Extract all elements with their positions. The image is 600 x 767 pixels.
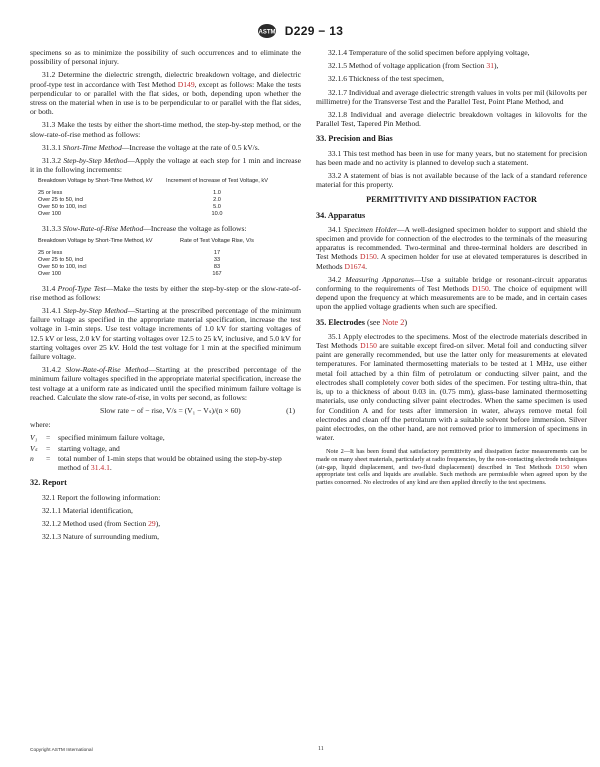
link-section-31[interactable]: 31 — [486, 61, 494, 71]
left-column — [30, 48, 301, 545]
astm-logo-icon — [257, 23, 277, 39]
paragraph-31-2: 31.2 Determine the dielectric strength, dielectric breakdown voltage, and dielectric proof-type test in accordance with Test Method D149, except as follows: Make the tests perpendicular to or parallel with the flat sides, or both, depending upon whether the stress on the material when in use is to be perpendicular to or parallel with the flat sides, or both. — [30, 70, 301, 117]
note-2: Note 2—It has been found that satisfactory permittivity and dissipation factor measurements can be made on many sheet materials, particularly at radio frequencies, by the non-contacting electrode techniques (air-gap, liquid displacement, and two-fluid displacement) described in Test Methods D150 when appropriate test cells and liquids are available. Such methods are permissible when agreed upon by the parties concerned. No electrodes of any kind are then applied directly to the test specimens. — [316, 448, 587, 486]
right-column — [316, 48, 587, 490]
table-header: Breakdown Voltage by Short-Time Method, kV — [38, 178, 153, 185]
table-row: Over 100 10.0 — [38, 211, 223, 218]
link-31-4-1[interactable]: 31.4.1 — [90, 463, 110, 473]
link-note-2[interactable]: Note 2 — [382, 317, 405, 327]
link-d150[interactable]: D150 — [360, 341, 377, 351]
link-d150[interactable]: D150 — [471, 284, 489, 294]
equation-number: (1) — [286, 406, 295, 416]
table-row: Over 25 to 50, incl 33 — [38, 256, 221, 263]
paragraph-34-2: 34.2 Measuring Apparatus—Use a suitable bridge or resonant-circuit apparatus conforming to the requirements of Test Methods D150. The choice of equipment will depend upon the frequency at which measurements are to be made, and in certain cases upon the applied voltage gradients when such are specified. — [316, 274, 587, 312]
paragraph-33-1: 33.1 This test method has been in use for many years, but no statement for precision has been made and no activity is planned to develop such a statement. — [316, 148, 587, 167]
where-label: where: — [30, 420, 51, 430]
paragraph-32-1-8: 32.1.8 Individual and average dielectric breakdown voltages in kilovolts for the Parallel Test, Tapered Pin Method. — [316, 110, 587, 129]
link-d149[interactable]: D149 — [177, 79, 195, 89]
link-d1674[interactable]: D1674 — [344, 261, 366, 271]
link-section-29[interactable]: 29 — [148, 518, 156, 528]
table-row: 25 or less 17 — [38, 249, 221, 256]
page-number: 11 — [318, 746, 324, 752]
document-id: D229 − 13 — [284, 24, 344, 39]
paragraph-32-1-2: 32.1.2 Method used (from Section 29), — [42, 518, 161, 528]
equation-formula: Slow rate − of − rise, V/s = (V₁ − Vₛ)/(n × 60) — [100, 406, 241, 416]
step-increment-table — [38, 178, 276, 218]
svg-text:ASTM: ASTM — [258, 29, 276, 36]
table-header: Rate of Test Voltage Rise, V/s — [180, 237, 254, 244]
link-d150[interactable]: D150 — [359, 252, 377, 262]
equation — [30, 406, 301, 415]
intro-paragraph: specimens so as to minimize the possibility of such occurrences and to eliminate the possibility of personal injury. — [30, 48, 301, 67]
paragraph-31-3-3: 31.3.3 Slow-Rate-of-Rise Method—Increase the voltage as follows: — [42, 224, 247, 234]
link-d150[interactable]: D150 — [555, 463, 570, 471]
definition-row: Vₛ = starting voltage, and — [30, 443, 120, 453]
paragraph-32-1: 32.1 Report the following information: — [42, 492, 161, 502]
paragraph-31-3-2: 31.3.2 Step-by-Step Method—Apply the voltage at each step for 1 min and increase it in the following increments: — [30, 156, 301, 175]
paragraph-31-3-1: 31.3.1 Short-Time Method—Increase the voltage at the rate of 0.5 kV/s. — [42, 142, 260, 152]
paragraph-32-1-6: 32.1.6 Thickness of the test specimen, — [328, 74, 444, 84]
table-row: Over 50 to 100, incl 83 — [38, 263, 221, 270]
table-row: 25 or less 1.0 — [38, 190, 221, 197]
table-row: Over 50 to 100, incl 5.0 — [38, 204, 221, 211]
paragraph-31-4-1: 31.4.1 Step-by-Step Method—Starting at the prescribed percentage of the minimum failure voltage as specified in the appropriate material specification, increase the test voltage in 1-min steps. Use test voltage increments of 1.0 kV for starting voltages of 12.5 kV or less, 2.0 kV for starting voltages over 12.5 to 25 kV, inclusive, and 5.0 kV for starting voltages over 25 kV. Hold the test voltage for 1 min at the specified minimum failure voltage. — [30, 306, 302, 362]
paragraph-32-1-5: 32.1.5 Method of voltage application (from Section 31), — [328, 61, 499, 71]
section-heading-apparatus: 34. Apparatus — [316, 210, 366, 220]
page-header — [0, 22, 600, 42]
paragraph-32-1-7: 32.1.7 Individual and average dielectric strength values in volts per mil (kilovolts per millimetre) for the Transverse Test and the Parallel Test, Point Plane Method, and — [316, 87, 587, 106]
section-heading-report: 32. Report — [30, 478, 67, 488]
paragraph-31-3: 31.3 Make the tests by either the short-time method, the step-by-step method, or the slow-rate-of-rise method as follows: — [30, 120, 301, 139]
paragraph-31-4-2: 31.4.2 Slow-Rate-of-Rise Method—Starting at the prescribed percentage of the minimum failure voltages specified in the appropriate material specification, increase the test voltage at a uniform rate as indicated until the specified minimum failure voltage is reached. Calculate the slow rate-of-rise, in volts per second, as follows: — [30, 365, 301, 402]
paragraph-32-1-4: 32.1.4 Temperature of the solid specimen before applying voltage, — [328, 48, 530, 57]
definition-row: V₁ = specified minimum failure voltage, — [30, 433, 165, 443]
paragraph-31-4: 31.4 Proof-Type Test—Make the tests by either the step-by-step or the slow-rate-of-rise method as follows: — [30, 283, 302, 302]
definition-row: n = total number of 1-min steps that would be obtained using the step-by-step method of 31.4.1. — [30, 453, 282, 473]
table-row: Over 25 to 50, incl 2.0 — [38, 197, 221, 204]
part-heading: PERMITTIVITY AND DISSIPATION FACTOR — [366, 195, 537, 205]
paragraph-35-1: 35.1 Apply electrodes to the specimens. Most of the electrode materials described in Test Methods D150 are suitable except fired-on silver. Metal foil and conducting silver paint are generally recommended, but use the latter only for measurements at elevated temperatures. For laminated thermosetting materials to be tested at 1 MHz, use either metal foil attached by a thin film of petrolatum or conducting silver paint, and the electrodes shall completely cover both sides of the specimen. For testing ultra-thin, that is, up to a thickness of about 0.03 in. (0.75 mm), glass-base laminated thermosetting materials, use only conducting silver paint electrodes. When the same specimen is used for Condition A and for tests after immersion in water, always remove metal foil electrodes and clean off the petrolatum with a suitable solvent before immersion. Silver paint electrodes, on the other hand, are not removed prior to immersion of specimens in water. — [316, 331, 587, 443]
rate-of-rise-table — [38, 238, 276, 278]
table-row: Over 100 167 — [38, 270, 222, 277]
section-heading-electrodes: 35. Electrodes (see Note 2) — [316, 317, 408, 327]
paragraph-34-1: 34.1 Specimen Holder—A well-designed specimen holder to support and shield the specimen and provide for connection of the electrodes to the terminals of the measuring apparatus is recommended. Two-terminal and three-terminal holders are described in Test Methods D150. A specimen holder for use at elevated temperatures is described in Methods D1674. — [316, 224, 587, 271]
table-header: Increment of Increase of Test Voltage, kV — [166, 178, 268, 185]
table-header: Breakdown Voltage by Short-Time Method, kV — [38, 237, 153, 244]
paragraph-33-2: 33.2 A statement of bias is not available because of the lack of a standard reference material for this property. — [316, 171, 587, 190]
paragraph-32-1-3: 32.1.3 Nature of surrounding medium, — [42, 532, 160, 542]
copyright-notice: Copyright ASTM International — [30, 748, 93, 753]
section-heading-precision: 33. Precision and Bias — [316, 134, 393, 144]
paragraph-32-1-1: 32.1.1 Material identification, — [42, 505, 133, 515]
